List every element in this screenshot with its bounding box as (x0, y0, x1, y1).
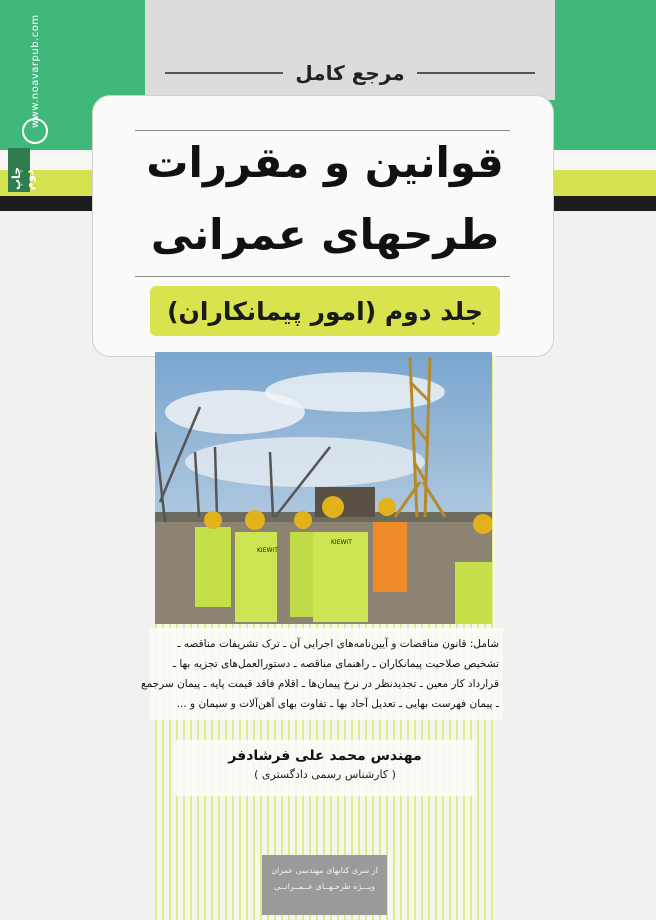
divider (135, 276, 510, 277)
series-box (262, 855, 387, 915)
description-line: قرارداد کار معین ـ تجدیدنظر در نرخ پیمان‌ها ـ اقلام فاقد قیمت پایه ـ پیمان سرجمع (140, 678, 499, 690)
divider (135, 130, 510, 131)
edition-label: چاپ دوم (8, 148, 30, 192)
description-line: تشخیص صلاحیت پیمانکاران ـ راهنمای مناقصه ـ دستورالعمل‌های تجزیه بها ـ (172, 658, 499, 670)
description-line: شامل: قانون مناقصات و آیین‌نامه‌های اجرایی آن ـ ترک تشریفات مناقصه ـ (177, 638, 499, 650)
series-box-line: از سری کتابهای مهندسی عمران (271, 866, 378, 875)
divider (417, 72, 535, 74)
description-line: ـ پیمان فهرست بهایی ـ تعدیل آحاد بها ـ تفاوت بهای آهن‌آلات و سیمان و ... (176, 698, 499, 710)
author-block (175, 740, 475, 796)
author-role: ( کارشناس رسمی دادگستری ) (254, 768, 396, 781)
series-label: مرجع کامل (295, 61, 405, 85)
publisher-logo-icon (22, 118, 48, 144)
series-box-line: ویـــژه طرحـهــای عــمــرانــی (274, 882, 375, 891)
vest-text: KIEWIT (257, 547, 278, 554)
book-title-line-1: قوانین و مقررات (146, 138, 504, 187)
contents-description (140, 628, 503, 720)
series-header (165, 55, 535, 91)
vest-text: KIEWIT (331, 539, 352, 546)
book-title-line-2: طرحهای عمرانی (150, 210, 500, 259)
cover-photo (155, 352, 492, 624)
publisher-url: www.noavarpub.com (30, 14, 41, 128)
divider (165, 72, 283, 74)
author-name: مهندس محمد علی فرشادفر (228, 748, 422, 764)
volume-label: جلد دوم (امور پیمانکاران) (150, 286, 500, 336)
